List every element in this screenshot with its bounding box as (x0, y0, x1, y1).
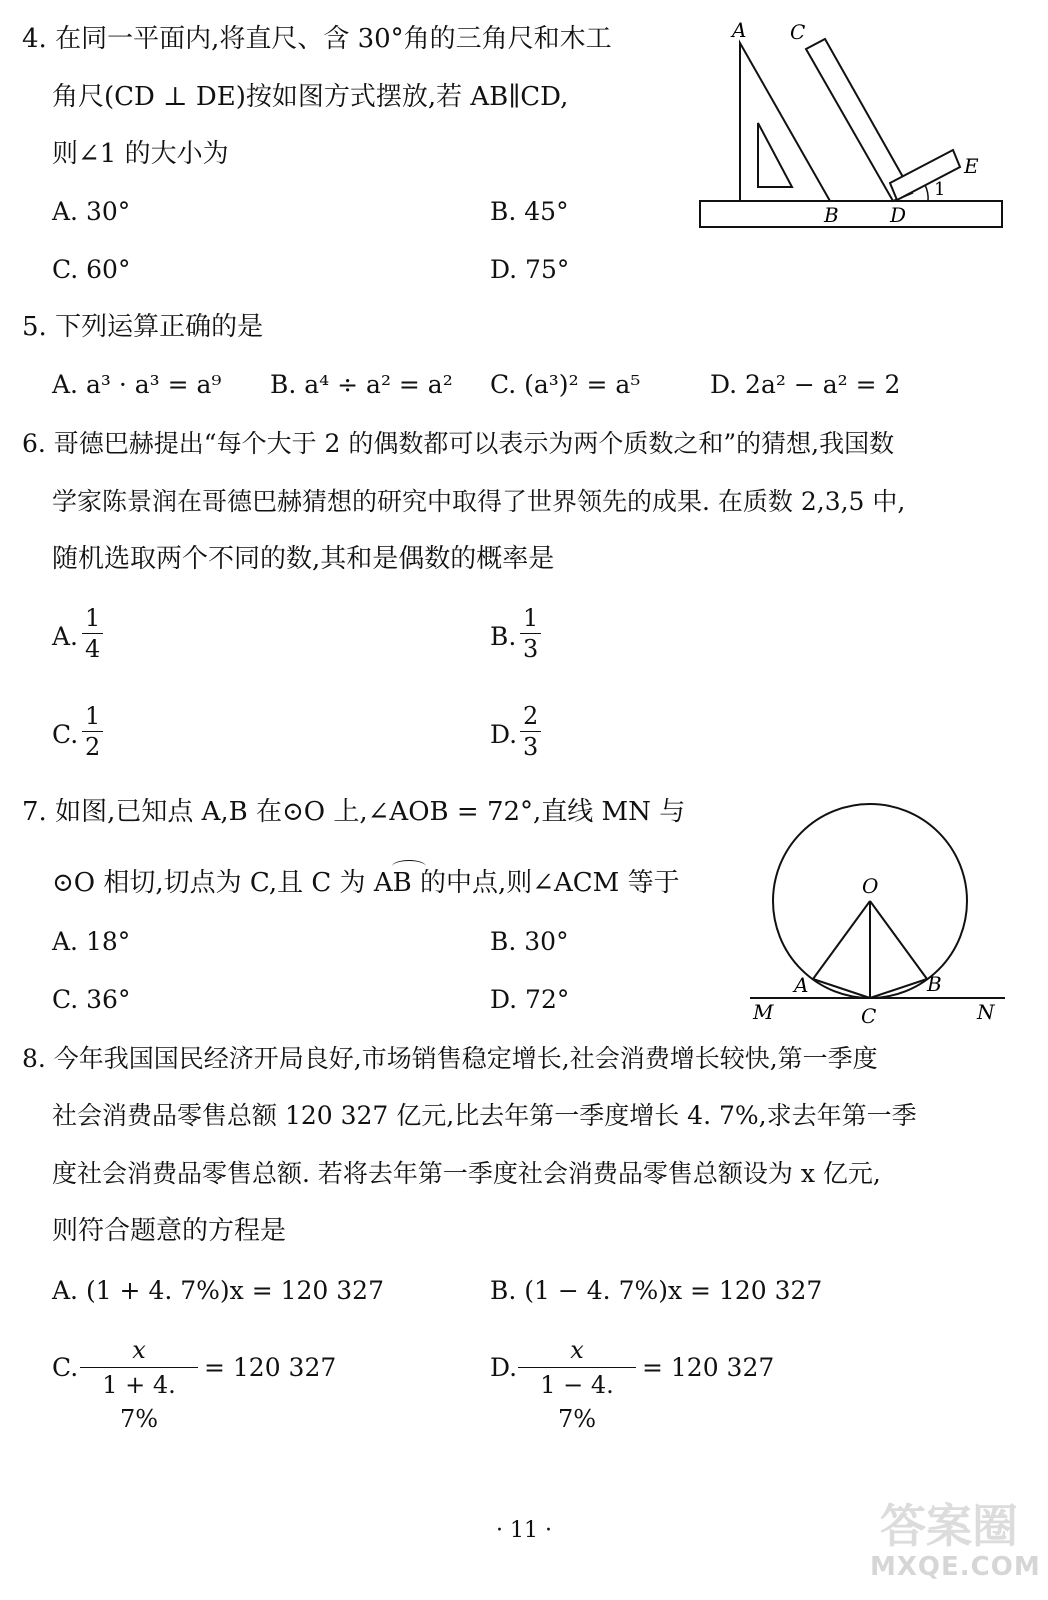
q8-c-den: 1 + 4. 7% (102, 1371, 176, 1433)
q7-figure (745, 795, 1015, 1030)
label-d: D (890, 203, 907, 227)
q8-option-d-rhs: = 120 327 (642, 1353, 775, 1382)
q8-line-4: 则符合题意的方程是 (52, 1216, 287, 1246)
q8-option-c-fraction (80, 1333, 198, 1436)
q8-c-num: x (80, 1333, 198, 1368)
q7-option-b: B. 30° (490, 927, 569, 956)
q4-line-3: 则∠1 的大小为 (52, 139, 229, 169)
q6-c-num: 1 (82, 701, 103, 732)
label-c: C (861, 1004, 877, 1028)
q6-c-den: 2 (85, 733, 101, 761)
q4-option-b: B. 45° (490, 197, 569, 226)
q8-option-b: B. (1 − 4. 7%)x = 120 327 (490, 1276, 823, 1305)
segment-oa (813, 901, 870, 979)
watermark-bottom: MXQE.COM (870, 1552, 1041, 1582)
q6-option-b-label: B. (490, 622, 517, 651)
q6-d-num: 2 (520, 701, 541, 732)
q5-option-c: C. (a³)² = a⁵ (490, 370, 641, 399)
q5-option-d: D. 2a² − a² = 2 (710, 370, 901, 399)
q6-a-den: 4 (85, 635, 101, 663)
q7-option-d: D. 72° (490, 985, 570, 1014)
q4-option-c: C. 60° (52, 255, 131, 284)
ruler-shape (700, 201, 1002, 227)
q5-option-b: B. a⁴ ÷ a² = a² (270, 370, 453, 399)
q6-option-d-fraction (520, 701, 541, 762)
q6-line-1: 6. 哥德巴赫提出“每个大于 2 的偶数都可以表示为两个质数之和”的猜想,我国数 (22, 429, 895, 458)
label-m: M (753, 1000, 774, 1024)
label-b: B (824, 203, 839, 227)
q6-b-num: 1 (520, 603, 541, 634)
label-a: A (794, 973, 809, 997)
q7-option-c: C. 36° (52, 985, 131, 1014)
q4-line-1: 4. 在同一平面内,将直尺、含 30°角的三角尺和木工 (22, 24, 612, 54)
q7-option-a: A. 18° (52, 927, 131, 956)
arc-ab-mark (392, 860, 426, 873)
q8-option-d-label: D. (490, 1353, 518, 1382)
q8-d-den: 1 − 4. 7% (540, 1371, 614, 1433)
carpenter-square-cd (806, 39, 912, 201)
q8-line-3: 度社会消费品零售总额. 若将去年第一季度社会消费品零售总额设为 x 亿元, (52, 1159, 881, 1188)
watermark-logo (860, 1490, 1041, 1590)
q8-option-a: A. (1 + 4. 7%)x = 120 327 (52, 1276, 384, 1305)
segment-ob (870, 901, 927, 979)
q7-line-1: 7. 如图,已知点 A,B 在⊙O 上,∠AOB = 72°,直线 MN 与 (22, 797, 686, 827)
q6-d-den: 3 (523, 733, 539, 761)
q6-option-c-fraction (82, 701, 103, 762)
angle-1-arc (925, 185, 928, 201)
segment-ac (813, 979, 870, 998)
label-o: O (862, 874, 879, 898)
q6-line-2: 学家陈景润在哥德巴赫猜想的研究中取得了世界领先的成果. 在质数 2,3,5 中, (52, 487, 906, 516)
q4-option-a: A. 30° (52, 197, 131, 226)
label-1: 1 (934, 179, 946, 200)
q8-option-c-rhs: = 120 327 (204, 1353, 337, 1382)
q6-option-d-label: D. (490, 720, 518, 749)
watermark-top: 答案圈 (880, 1499, 1018, 1553)
q8-d-num: x (518, 1333, 636, 1368)
q8-line-2: 社会消费品零售总额 120 327 亿元,比去年第一季度增长 4. 7%,求去年第一季 (52, 1101, 917, 1130)
q4-figure (690, 15, 1015, 235)
q6-option-b-fraction (520, 603, 541, 664)
q4-option-d: D. 75° (490, 255, 570, 284)
q7-line-2: ⊙O 相切,切点为 C,且 C 为 AB 的中点,则∠ACM 等于 (52, 868, 680, 898)
segment-bc (870, 979, 927, 998)
q6-option-c-label: C. (52, 720, 79, 749)
label-a: A (732, 18, 747, 42)
label-b: B (927, 972, 942, 996)
q6-option-a-label: A. (52, 622, 79, 651)
q4-line-2: 角尺(CD ⊥ DE)按如图方式摆放,若 AB∥CD, (52, 82, 569, 112)
q6-option-a-fraction (82, 603, 103, 664)
label-c: C (790, 20, 806, 44)
q6-line-3: 随机选取两个不同的数,其和是偶数的概率是 (52, 544, 555, 574)
page-number: · 11 · (496, 1518, 552, 1543)
label-e: E (964, 154, 979, 178)
q6-a-num: 1 (82, 603, 103, 634)
q8-option-c-label: C. (52, 1353, 79, 1382)
label-n: N (977, 1000, 995, 1024)
q8-line-1: 8. 今年我国国民经济开局良好,市场销售稳定增长,社会消费增长较快,第一季度 (22, 1044, 878, 1073)
q5-stem: 5. 下列运算正确的是 (22, 312, 264, 342)
q5-option-a: A. a³ · a³ = a⁹ (52, 370, 222, 399)
q6-b-den: 3 (523, 635, 539, 663)
q8-option-d-fraction (518, 1333, 636, 1436)
